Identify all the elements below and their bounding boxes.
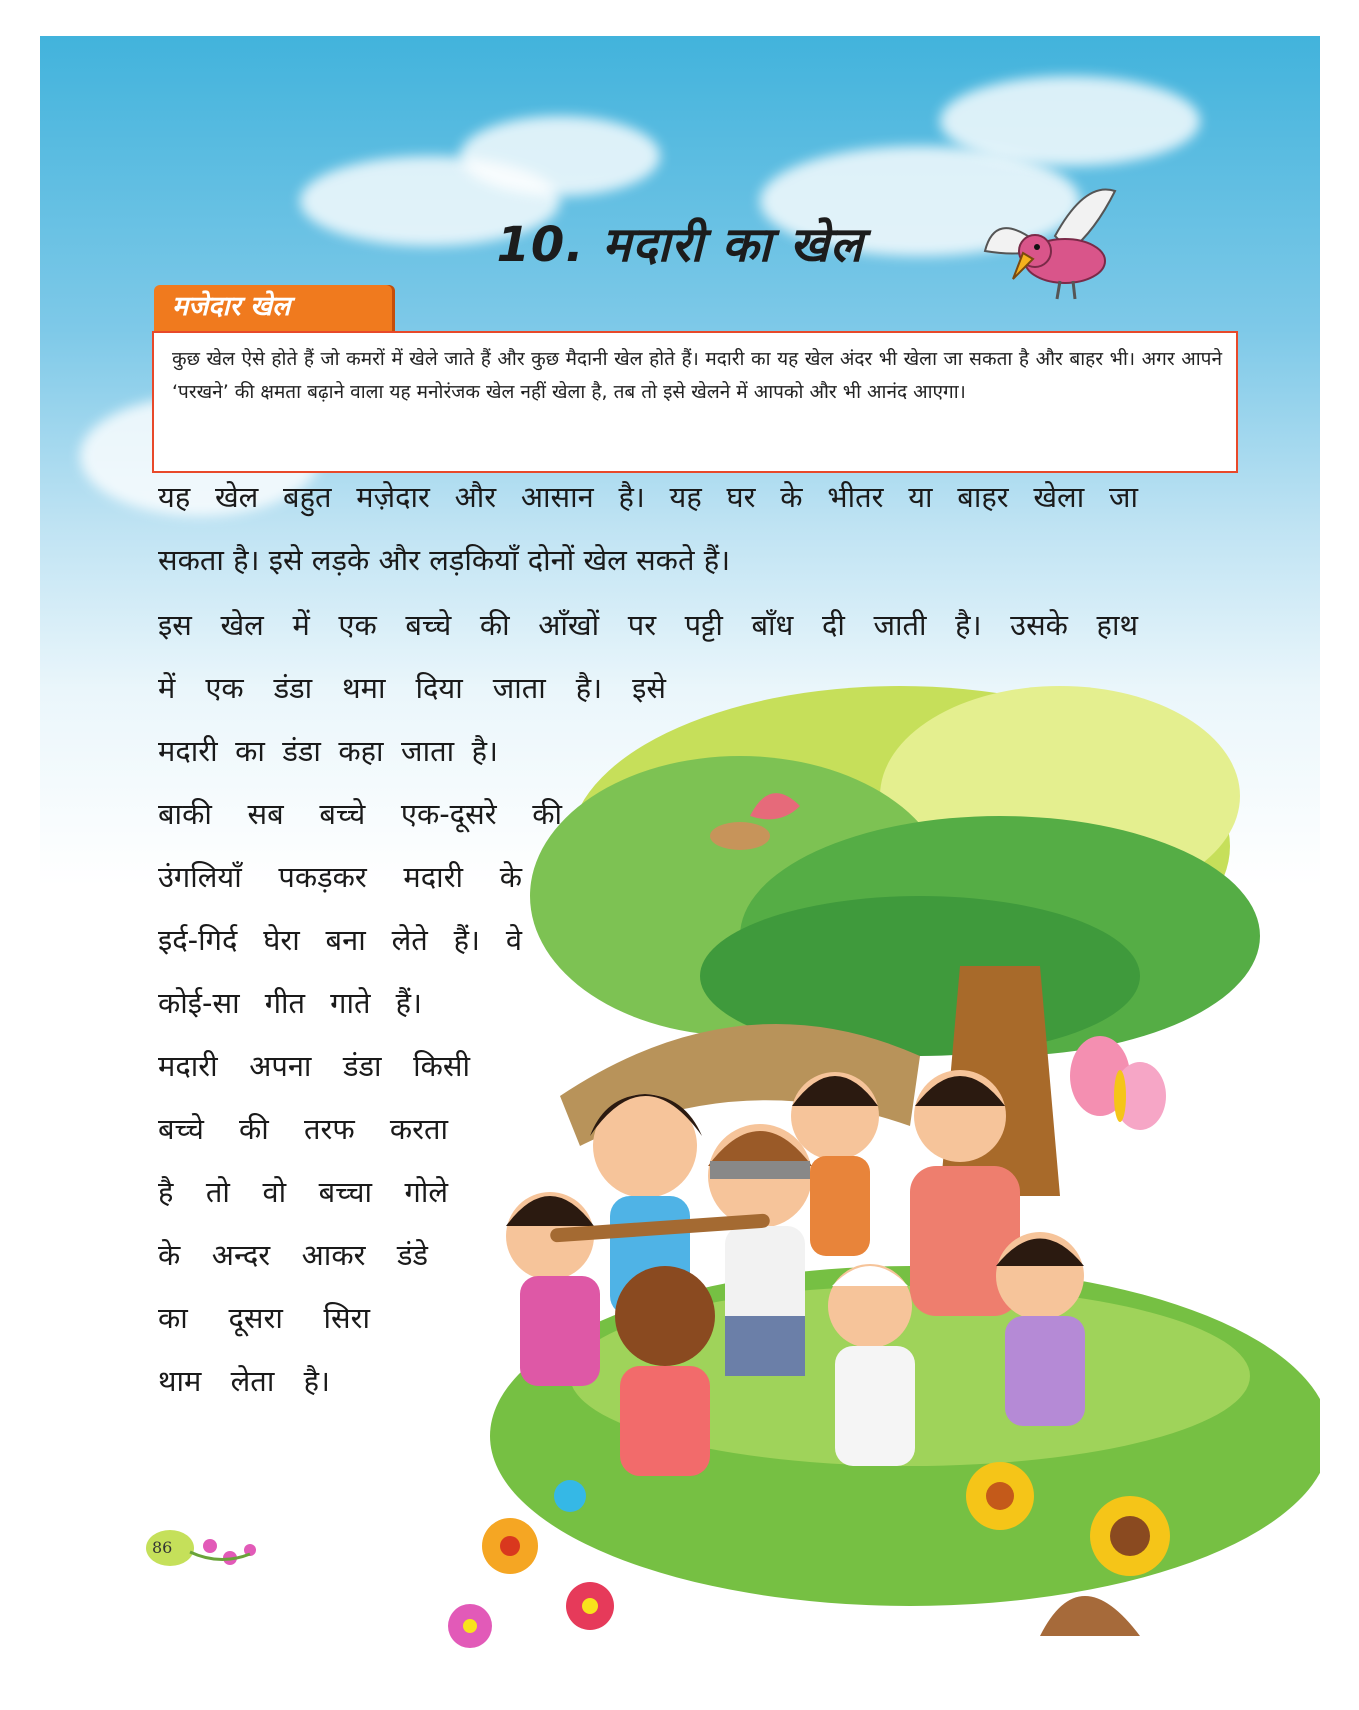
intro-tag <box>154 285 392 331</box>
text-line: बाकी सब बच्चे एक-दूसरे की <box>158 797 562 831</box>
text-line: यह खेल बहुत मज़ेदार और आसान है। यह घर के भीतर या बाहर खेला जा <box>158 480 1138 514</box>
text-line: में एक डंडा थमा दिया जाता है। इसे <box>158 671 666 705</box>
chapter-title: 10. मदारी का खेल <box>496 217 864 273</box>
text-line: का दूसरा सिरा <box>158 1301 370 1335</box>
text-line: सकता है। इसे लड़के और लड़कियाँ दोनों खेल सकते हैं। <box>158 543 731 577</box>
text-line: है तो वो बच्चा गोले <box>158 1175 448 1209</box>
cloud <box>460 116 660 196</box>
text-line: के अन्दर आकर डंडे <box>158 1238 428 1272</box>
paragraph <box>158 594 1138 657</box>
text-line: बच्चे की तरफ करता <box>158 1112 448 1146</box>
textbook-page <box>40 36 1320 1670</box>
page-number: 86 <box>152 1538 173 1557</box>
text-line: उंगलियाँ पकड़कर मदारी के <box>158 860 522 894</box>
text-line: कोई-सा गीत गाते हैं। <box>158 986 422 1020</box>
paragraph <box>158 657 666 1413</box>
text-line: मदारी का डंडा कहा जाता है। <box>158 734 498 768</box>
text-line: थाम लेता है। <box>158 1364 330 1398</box>
cloud <box>940 76 1200 166</box>
intro-tag-label: मजेदार खेल <box>172 291 291 322</box>
text-line: इस खेल में एक बच्चे की आँखों पर पट्टी बाँध दी जाती है। उसके हाथ <box>158 608 1138 642</box>
paragraph <box>158 466 1138 592</box>
intro-text: कुछ खेल ऐसे होते हैं जो कमरों में खेले जाते हैं और कुछ मैदानी खेल होते हैं। मदारी का यह खेल अंदर भी खेला जा सकता है और बाहर भी। अगर आपने ‘परखने’ की क्षमता बढ़ाने वाला यह मनोरंजक खेल नहीं खेला है, तब तो इसे खेलने में आपको और भी आनंद आएगा। <box>172 348 1222 403</box>
intro-box <box>152 331 1238 473</box>
text-line: इर्द-गिर्द घेरा बना लेते हैं। वे <box>158 923 522 957</box>
text-line: मदारी अपना डंडा किसी <box>158 1049 470 1083</box>
